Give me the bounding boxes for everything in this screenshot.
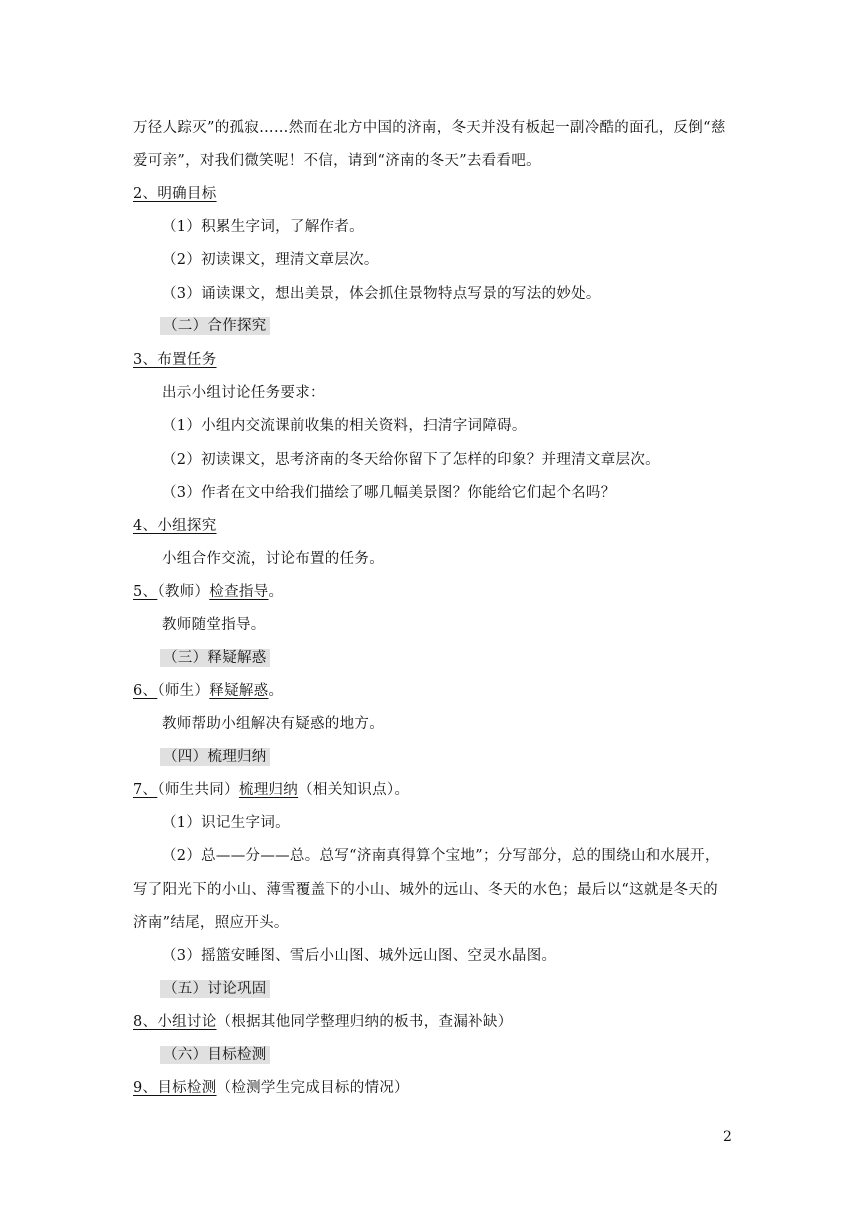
section-6-heading	[133, 681, 283, 701]
s7-item-2-line-2: 写了阳光下的小山、薄雪覆盖下的小山、城外的远山、冬天的水色；最后以“这就是冬天的	[133, 882, 718, 898]
s9-title: 9、目标检测	[133, 1080, 217, 1096]
s3-item-2: （2）初读课文，思考济南的冬天给你留下了怎样的印象？并理清文章层次。	[162, 452, 660, 468]
s6-text: 教师帮助小组解决有疑惑的地方。	[162, 716, 384, 732]
s6-role: （师生）	[157, 683, 210, 699]
section-8-heading	[133, 1012, 513, 1032]
section-7-heading	[133, 780, 409, 800]
part-4-label: （四）梳理归纳	[160, 748, 270, 766]
part-6-label: （六）目标检测	[160, 1046, 270, 1064]
s3-intro: 出示小组讨论任务要求：	[162, 385, 325, 401]
s2-item-1: （1）积累生字词，了解作者。	[162, 219, 364, 235]
section-9-heading	[133, 1078, 409, 1098]
s4-text: 小组合作交流，讨论布置的任务。	[162, 551, 384, 567]
section-2-heading: 2、明确目标	[133, 186, 217, 202]
intro-line-1: 万径人踪灭”的孤寂……然而在北方中国的济南，冬天并没有板起一副冷酷的面孔，反倒“慈	[133, 120, 726, 136]
part-2-label: （二）合作探究	[160, 317, 270, 335]
part-4-heading	[160, 747, 270, 767]
section-3-heading: 3、布置任务	[133, 352, 217, 368]
s5-role: （教师）	[157, 584, 210, 600]
s6-title: 释疑解惑	[209, 683, 269, 699]
part-5-label: （五）讨论巩固	[160, 980, 270, 998]
s5-number: 5、	[133, 584, 158, 600]
part-3-label: （三）释疑解惑	[160, 649, 270, 667]
part-2-heading	[160, 316, 270, 336]
section-4-heading: 4、小组探究	[133, 518, 217, 534]
s5-text: 教师随堂指导。	[162, 617, 266, 633]
s3-item-3: （3）作者在文中给我们描绘了哪几幅美景图？你能给它们起个名吗？	[162, 485, 616, 501]
s7-number: 7、	[133, 782, 158, 798]
s7-item-3: （3）摇篮安睡图、雪后小山图、城外远山图、空灵水晶图。	[162, 948, 557, 964]
s6-end: 。	[268, 683, 284, 699]
s8-title: 8、小组讨论	[133, 1014, 217, 1030]
s5-end: 。	[268, 584, 284, 600]
s9-tail: （检测学生完成目标的情况）	[216, 1080, 409, 1096]
s8-tail: （根据其他同学整理归纳的板书，查漏补缺）	[216, 1014, 513, 1030]
s5-title: 检查指导	[209, 584, 269, 600]
page-number: 2	[723, 1129, 732, 1145]
section-5-heading	[133, 582, 283, 602]
s7-item-2-line-3: 济南”结尾，照应开头。	[133, 915, 289, 931]
s2-item-3: （3）诵读课文，想出美景，体会抓住景物特点写景的写法的妙处。	[162, 286, 601, 302]
part-6-heading	[160, 1045, 270, 1065]
s7-tail: （相关知识点）。	[298, 782, 410, 798]
s7-title: 梳理归纳	[238, 782, 299, 798]
s6-number: 6、	[133, 683, 158, 699]
s7-item-1: （1）识记生字词。	[162, 815, 290, 831]
s3-item-1: （1）小组内交流课前收集的相关资料，扫清字词障碍。	[162, 418, 527, 434]
intro-line-2: 爱可亲”，对我们微笑呢！不信，请到“济南的冬天”去看看吧。	[133, 153, 541, 169]
part-3-heading	[160, 648, 270, 668]
part-5-heading	[160, 979, 270, 999]
s7-item-2-line-1: （2）总——分——总。总写“济南真得算个宝地”；分写部分，总的围绕山和水展开，	[162, 848, 720, 864]
s2-item-2: （2）初读课文，理清文章层次。	[162, 252, 379, 268]
s7-role: （师生共同）	[157, 782, 239, 798]
